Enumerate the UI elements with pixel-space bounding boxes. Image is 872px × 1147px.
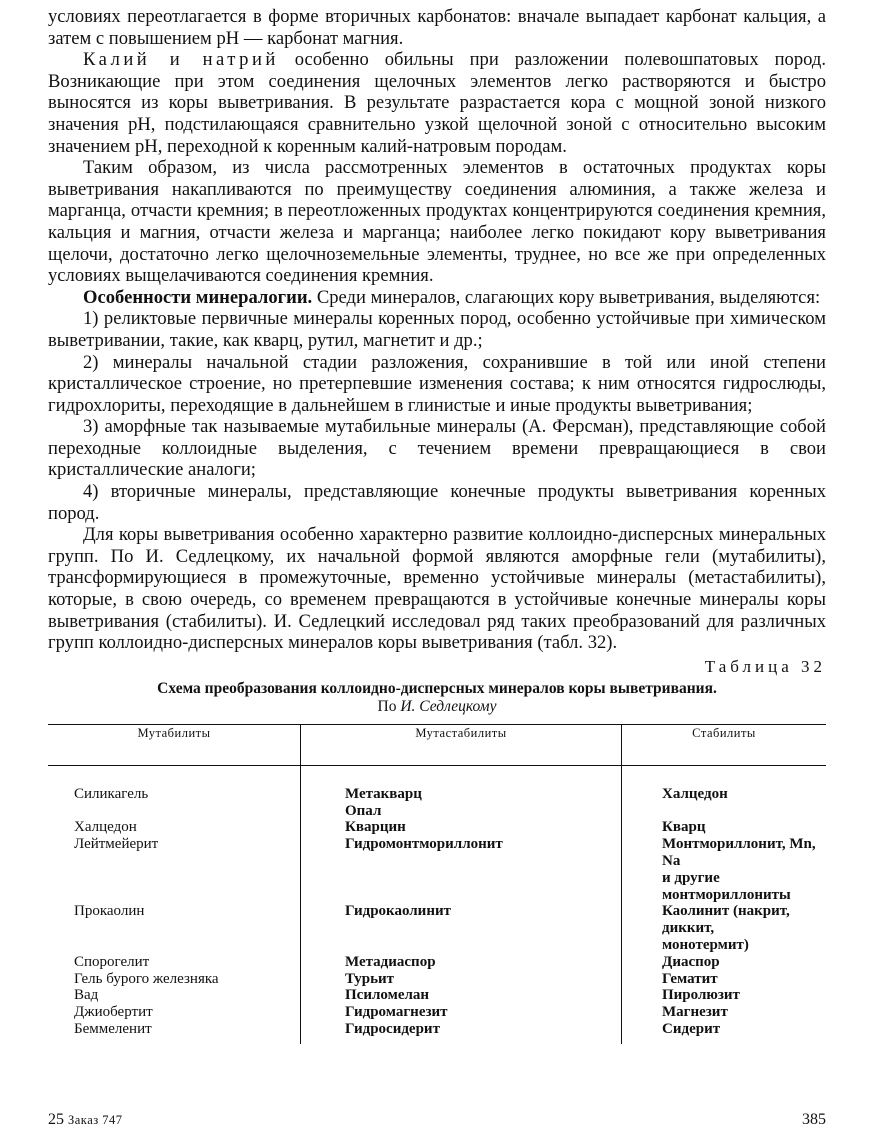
table-cell-mutastabilites <box>301 1021 622 1044</box>
table-row <box>48 765 826 819</box>
table-cell-mutastabilites <box>301 765 622 819</box>
table-cell-stabilites <box>622 836 827 903</box>
table-cell-mutastabilites <box>301 819 622 836</box>
cell-text: Кварцин <box>345 819 406 836</box>
minerals-table <box>48 724 826 1044</box>
cell-text: Силикагель <box>74 785 149 802</box>
cell-text: Гель бурого железняка <box>74 970 219 987</box>
paragraph-lead-spaced: Калий и натрий <box>83 49 279 71</box>
cell-text: Беммеленит <box>74 1020 152 1037</box>
table-row <box>48 836 826 903</box>
table-cell-mutabilites <box>48 903 301 953</box>
column-header-mutastabilites: Мутастабилиты <box>301 724 622 765</box>
table-cell-stabilites <box>622 765 827 819</box>
table-cell-mutastabilites <box>301 971 622 988</box>
cell-text: Вад <box>74 987 99 1004</box>
cell-text: Гематит <box>662 970 718 987</box>
paragraph-text: Для коры выветривания особенно характерно развитие коллоидно-дисперсных минеральных групп. По И. Седлецкому, их начальной формой являются аморфные гели (мутабилиты), трансформирующиеся в промежуточные, временно устойчивые минералы (метастабилиты), которые, в свою очередь, со временем превращаются в устойчивые конечные минералы коры выветривания (стабилиты). И. Седлецкий исследовал ряд таких преобразований для различных групп коллоидно-дисперсных минералов коры выветривания (табл. 32). <box>48 524 826 654</box>
table-cell-mutastabilites <box>301 903 622 953</box>
paragraph-text: условиях переотлагается в форме вторичных карбонатов: вначале выпадает карбонат кальция, а затем с повышением pH — карбонат магния. <box>48 6 826 49</box>
table-cell-stabilites <box>622 819 827 836</box>
list-item-text: 3) аморфные так называемые мутабильные минералы (А. Ферсман), представляющие собой переходные коллоидные выделения, с течением времени превращающиеся в свои кристаллические аналоги; <box>48 416 826 481</box>
cell-text: Гидромонтмориллонит <box>345 836 503 853</box>
section-heading: Особенности минералогии. <box>83 286 313 308</box>
cell-text: Опал <box>345 802 382 819</box>
cell-text: Сидерит <box>662 1020 721 1037</box>
table-cell-mutastabilites <box>301 987 622 1004</box>
paragraph-4 <box>48 287 826 309</box>
paragraph-5 <box>48 524 826 654</box>
cell-text: Гидросидерит <box>345 1020 440 1037</box>
list-item-text: 4) вторичные минералы, представляющие конечные продукты выветривания коренных пород. <box>48 481 826 524</box>
table-row <box>48 971 826 988</box>
table-cell-mutabilites <box>48 765 301 819</box>
table-row <box>48 987 826 1004</box>
table-title: Схема преобразования коллоидно-дисперсных минералов коры выветривания. <box>157 679 717 697</box>
table-cell-mutabilites <box>48 1004 301 1021</box>
table-cell-stabilites <box>622 954 827 971</box>
paragraph-text: особенно обильны при разложении полевошпатовых пород. Возникающие при этом соединения щелочных элементов легко растворяются и быстро выносятся из коры выветривания. В результате разрастается кора с мощной зоной низкого значения pH, подстилающаяся сравнительно узкой щелочной зоной с относительно высоким значением pH, переходной к коренным калий-натровым породам. <box>48 49 826 157</box>
paragraph-text: Таким образом, из числа рассмотренных элементов в остаточных продуктах коры выветривания накапливаются по преимуществу соединения алюминия, а также железа и марганца, отчасти кремния; в переотложенных продуктах концентрируются соединения кремния, кальция и магния, отчасти железа и марганца; наиболее легко покидают кору выветривания щелочи, достаточно легко щелочноземельные элементы, труднее, но все же при определенных условиях выщелачиваются соединения кремния. <box>48 157 826 287</box>
page-number: 385 <box>802 1111 826 1128</box>
cell-text: Гидромагнезит <box>345 1004 448 1021</box>
table-body <box>48 765 826 1043</box>
table-row <box>48 1021 826 1044</box>
list-item-4 <box>48 481 826 524</box>
table-header-row <box>48 724 826 765</box>
list-item-3 <box>48 416 826 481</box>
cell-text: Монтмориллонит, Mn, Na <box>662 836 816 869</box>
table-subtitle-prefix: По <box>377 697 401 715</box>
cell-text: и другие монтмориллониты <box>662 869 791 903</box>
footer-signature <box>48 1110 123 1130</box>
cell-text: Прокаолин <box>74 903 145 920</box>
table-cell-stabilites <box>622 1021 827 1044</box>
cell-text: Гидрокаолинит <box>345 903 451 920</box>
paragraph-text: Среди минералов, слагающих кору выветривания, выделяются: <box>312 286 821 308</box>
page-content <box>48 6 826 1044</box>
cell-text: Метакварц <box>345 785 422 802</box>
table-cell-mutabilites <box>48 1021 301 1044</box>
table-cell-mutabilites <box>48 987 301 1004</box>
column-header-stabilites: Стабилиты <box>622 724 827 765</box>
table-cell-mutabilites <box>48 836 301 903</box>
cell-text: Турьит <box>345 970 395 987</box>
table-cell-mutastabilites <box>301 836 622 903</box>
table-row <box>48 903 826 953</box>
table-row <box>48 954 826 971</box>
order-number: Заказ 747 <box>68 1113 123 1127</box>
cell-text: Пиролюзит <box>662 987 740 1004</box>
table-cell-mutabilites <box>48 954 301 971</box>
list-item-1 <box>48 308 826 351</box>
table-cell-mutastabilites <box>301 1004 622 1021</box>
table-cell-stabilites <box>622 987 827 1004</box>
column-header-mutabilites: Мутабилиты <box>48 724 301 765</box>
cell-text: Диаспор <box>662 953 720 970</box>
paragraph-1 <box>48 6 826 49</box>
cell-text: Каолинит (накрит, диккит, <box>662 903 790 937</box>
cell-text: Кварц <box>662 819 706 836</box>
cell-text: Псиломелан <box>345 987 430 1004</box>
cell-text: Халцедон <box>662 785 728 802</box>
cell-text: Лейтмейерит <box>74 836 159 853</box>
list-item-text: 2) минералы начальной стадии разложения, сохранившие в той или иной степени кристаллическое строение, но претерпевшие изменения состава; к ним относятся гидрослюды, гидрохлориты, переходящие в дальнейшем в глинистые и иные продукты выветривания; <box>48 351 826 416</box>
table-row <box>48 819 826 836</box>
list-item-text: 1) реликтовые первичные минералы коренных пород, особенно устойчивые при химическом выветривании, такие, как кварц, рутил, магнетит и др.; <box>48 308 826 351</box>
table-cell-stabilites <box>622 1004 827 1021</box>
list-item-2 <box>48 352 826 417</box>
table-cell-stabilites <box>622 903 827 953</box>
table-cell-stabilites <box>622 971 827 988</box>
paragraph-2 <box>48 49 826 157</box>
cell-text: Метадиаспор <box>345 953 436 970</box>
table-subtitle <box>48 698 826 716</box>
table-cell-mutabilites <box>48 971 301 988</box>
table-subtitle-author: И. Седлецкому <box>400 697 497 715</box>
cell-text: Джиобертит <box>74 1004 153 1021</box>
cell-text: Магнезит <box>662 1004 728 1021</box>
cell-text: Спорогелит <box>74 953 150 970</box>
table-number: Таблица 32 <box>704 656 826 676</box>
table-row <box>48 1004 826 1021</box>
table-cell-mutabilites <box>48 819 301 836</box>
cell-text: монотермит) <box>662 936 749 953</box>
cell-text: Халцедон <box>74 819 137 836</box>
signature-number: 25 <box>48 1111 64 1128</box>
table-cell-mutastabilites <box>301 954 622 971</box>
paragraph-3 <box>48 157 826 287</box>
